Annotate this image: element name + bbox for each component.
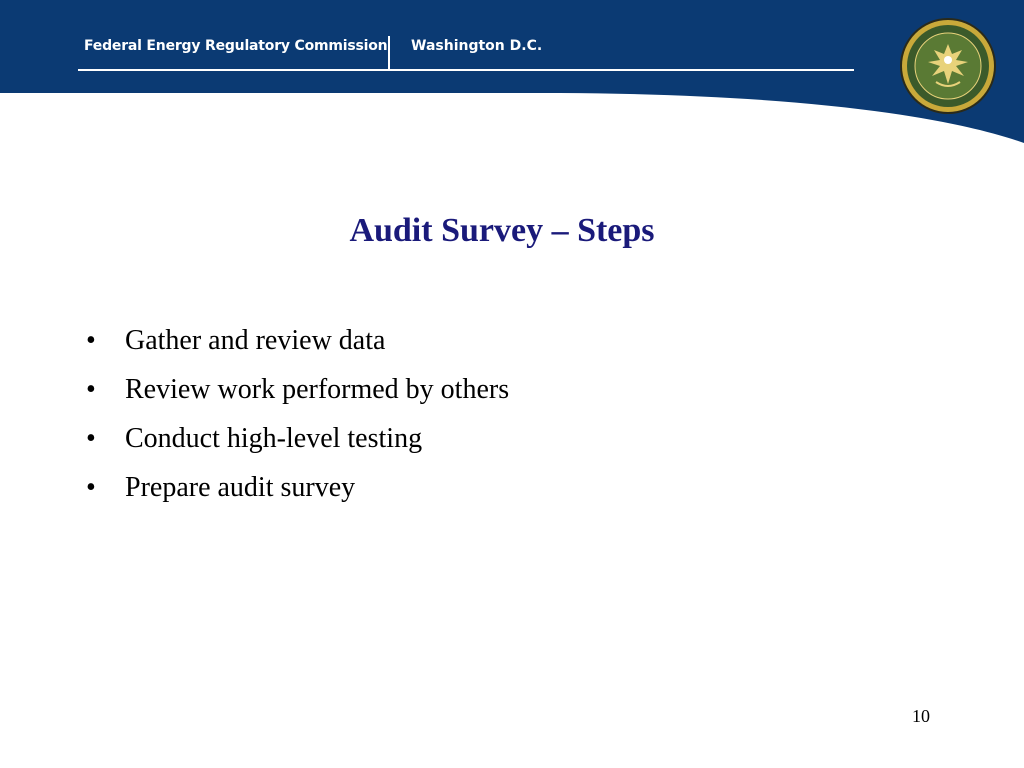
- bullet-text: Prepare audit survey: [125, 472, 356, 503]
- organization-name: Federal Energy Regulatory Commission: [84, 38, 388, 54]
- bullet-text: Conduct high-level testing: [125, 423, 423, 454]
- bullet-item: [86, 463, 509, 512]
- slide-title: Audit Survey – Steps: [349, 212, 655, 249]
- bullet-marker: •: [86, 472, 96, 503]
- bullet-item: [86, 414, 509, 463]
- bullet-text: Gather and review data: [125, 325, 386, 356]
- location-label: Washington D.C.: [411, 38, 543, 54]
- ferc-seal-logo: [898, 16, 998, 116]
- page-number: 10: [912, 706, 930, 726]
- bullet-item: [86, 316, 509, 365]
- bullet-text: Review work performed by others: [125, 374, 510, 405]
- bullet-marker: •: [86, 325, 96, 356]
- bullet-item: [86, 365, 509, 414]
- header-rule: [78, 69, 854, 71]
- header-band: [0, 0, 1024, 150]
- header-divider: [388, 36, 390, 69]
- bullet-marker: •: [86, 374, 96, 405]
- bullet-list: [86, 316, 509, 512]
- bullet-marker: •: [86, 423, 96, 454]
